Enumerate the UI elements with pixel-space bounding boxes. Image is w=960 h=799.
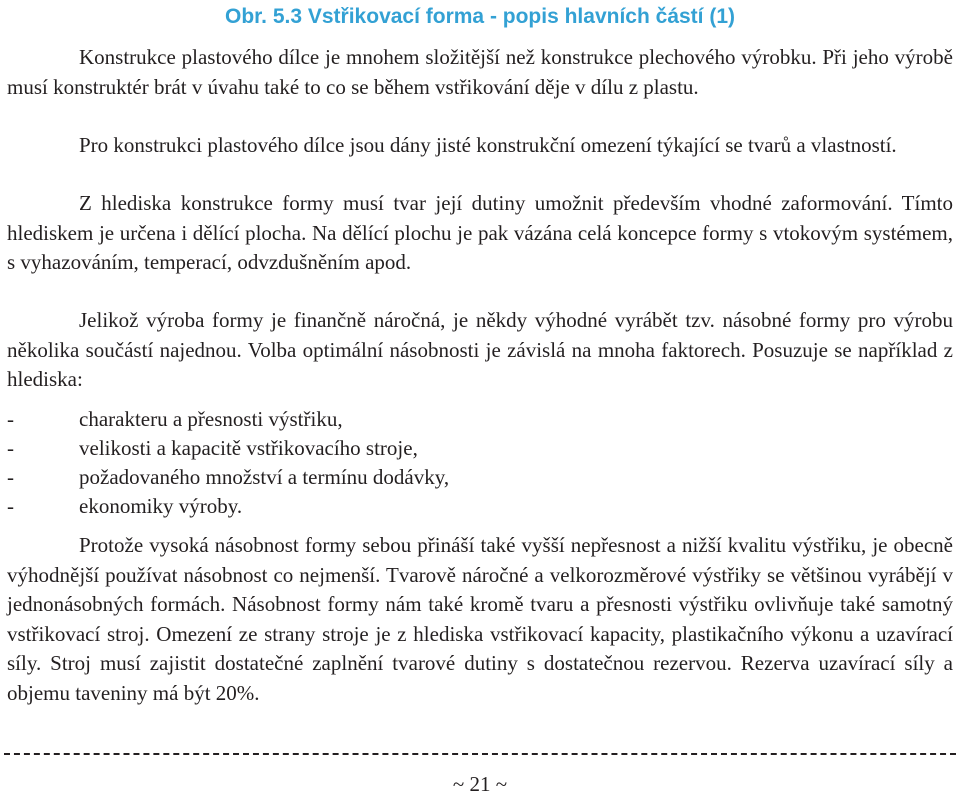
list-bullet: - [7, 436, 14, 460]
paragraph-mold-design: Z hlediska konstrukce formy musí tvar její dutiny umožnit především vhodné zaformování. Tímto hlediskem je určena i dělící plocha. Na dělící plochu je pak vázána celá koncepce formy s vtokovým systémem, s vyhazováním, temperací, odvzdušněním apod. [7, 191, 953, 274]
paragraph-multicavity: Jelikož výroba formy je finančně náročná, je někdy výhodné vyrábět tzv. násobné formy pro výrobu několika součástí najednou. Volba optimální násobnosti je závislá na mnoha faktorech. Posuzuje se například z hlediska: [7, 308, 953, 391]
list-item-text: charakteru a přesnosti výstřiku, [79, 407, 343, 431]
list-item [7, 492, 907, 522]
list-item-text: ekonomiky výroby. [79, 494, 243, 518]
list-bullet: - [7, 465, 14, 489]
list-item [7, 405, 907, 435]
figure-caption: Obr. 5.3 Vstřikovací forma - popis hlavních částí (1) [225, 5, 735, 28]
list-bullet: - [7, 494, 14, 518]
list-item [7, 434, 907, 464]
list-item-text: požadovaného množství a termínu dodávky, [79, 465, 450, 489]
footer-divider [4, 753, 956, 755]
list-bullet: - [7, 407, 14, 431]
paragraph-intro: Konstrukce plastového dílce je mnohem složitější než konstrukce plechového výrobku. Při jeho výrobě musí konstruktér brát v úvahu také to co se během vstřikování děje v dílu z plastu. [7, 45, 953, 99]
paragraph-constraints: Pro konstrukci plastového dílce jsou dány jisté konstrukční omezení týkající se tvarů a vlastností. [79, 133, 897, 157]
paragraph-conclusion: Protože vysoká násobnost formy sebou přináší také vyšší nepřesnost a nižší kvalitu výstřiku, je obecně výhodnější používat násobnost co nejmenší. Tvarově náročné a velkorozměrové výstřiky se většinou vyrábějí v jednonásobných formách. Násobnost formy nám také kromě tvaru a přesnosti výstřiku ovlivňuje také samotný vstřikovací stroj. Omezení ze strany stroje je z hlediska vstřikovací kapacity, plastikačního výkonu a uzavírací síly. Stroj musí zajistit dostatečné zaplnění tvarové dutiny s dostatečnou rezervou. Rezerva uzavírací síly a objemu taveniny má být 20%. [7, 533, 953, 705]
list-item-text: velikosti a kapacitě vstřikovacího stroje, [79, 436, 418, 460]
list-item [7, 463, 907, 493]
page-number: ~ 21 ~ [452, 772, 508, 796]
